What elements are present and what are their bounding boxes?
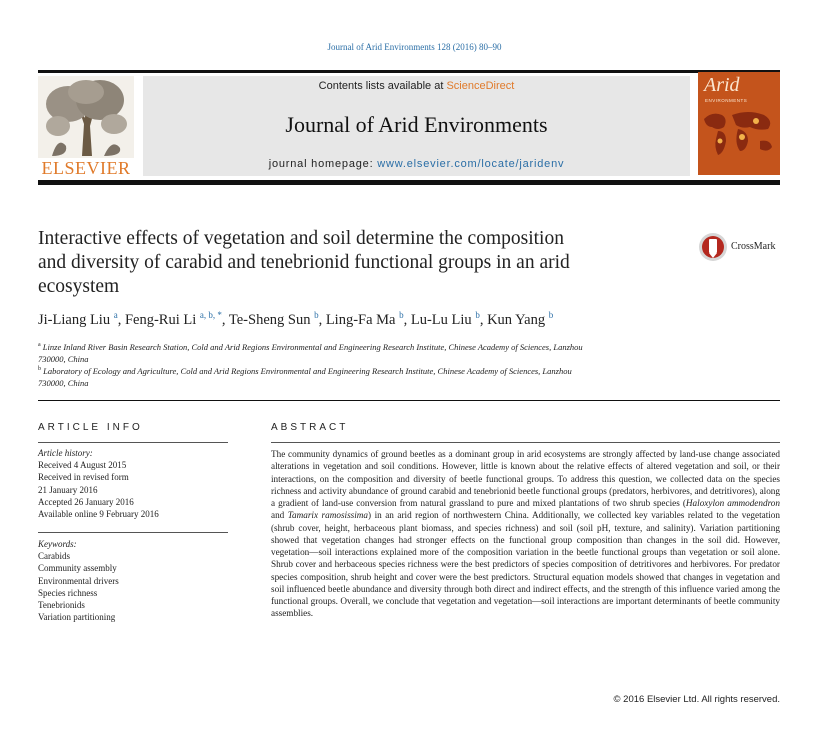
species-name: Haloxylon ammodendron <box>685 498 780 508</box>
world-map-icon <box>698 105 780 175</box>
title-line: Interactive effects of vegetation and soil determine the composition <box>38 228 564 249</box>
author-list: Ji-Liang Liu $^a$, Feng-Rui Li $^{a, b, *}$, Te-Sheng Sun $^b$, Ling-Fa Ma $^b$, Lu-Lu Liu $^b$, Kun Yang $^b$ <box>38 310 554 328</box>
article-info-rule <box>38 442 228 443</box>
author-name[interactable]: Ji-Liang Liu <box>38 311 111 328</box>
sciencedirect-link[interactable]: ScienceDirect <box>446 80 515 92</box>
author-affiliation-sup[interactable]: a, b, * <box>199 310 222 320</box>
header-top-rule <box>38 70 780 73</box>
author-name[interactable]: Kun Yang <box>487 311 546 328</box>
affiliation-text: Linze Inland River Basin Research Station, Cold and Arid Regions Environmental and Engineering Research Institute, Chinese Academy of Sciences, Lanzhou <box>42 341 583 352</box>
keyword-item: Tenebrionids <box>38 600 85 611</box>
keywords-rule <box>38 532 228 533</box>
history-item: Available online 9 February 2016 <box>38 509 159 520</box>
abstract-text: The community dynamics of ground beetles as a dominant group in arid ecosystems are strongly affected by land-use change associated alterations in vegetation and soil conditions. However, little is known about the relative effects of altered vegetation and soil, or their interactions, on the composition and diversity of beetle functional groups. To address this question, we collected data on the species richness and activity abundance of ground carabid and tenebrionid beetle functional groups (predators, herbivores, and detritivores), along a gradient of land-use conversion from natural grassland to pure and mixed plantations of two shrub species ( <box>271 449 780 508</box>
author-name[interactable]: Te-Sheng Sun <box>228 311 311 328</box>
history-item: 21 January 2016 <box>38 484 98 495</box>
elsevier-tree-icon <box>38 76 134 158</box>
copyright-notice: © 2016 Elsevier Ltd. All rights reserved. <box>613 694 780 705</box>
journal-citation-link[interactable]: Journal of Arid Environments 128 (2016) 80–90 <box>327 42 502 52</box>
homepage-link[interactable]: www.elsevier.com/locate/jaridenv <box>377 158 565 170</box>
history-item: Accepted 26 January 2016 <box>38 496 134 507</box>
keyword-item: Environmental drivers <box>38 575 119 586</box>
affiliation-text: 730000, China <box>38 353 89 364</box>
author-name[interactable]: Lu-Lu Liu <box>410 311 472 328</box>
title-line: and diversity of carabid and tenebrionid functional groups in an arid <box>38 252 570 273</box>
species-name: Tamarix ramosissima <box>287 510 369 521</box>
author-name[interactable]: Ling-Fa Ma <box>325 311 396 328</box>
crossmark-label: CrossMark <box>731 241 776 252</box>
author-name[interactable]: Feng-Rui Li <box>124 311 197 328</box>
affiliation-b <box>38 363 688 389</box>
elsevier-logo[interactable] <box>38 76 134 176</box>
abstract-text: and <box>271 510 288 521</box>
header-bottom-rule <box>38 180 780 185</box>
author-affiliation-sup[interactable]: a <box>113 310 118 320</box>
journal-title[interactable]: Journal of Arid Environments <box>285 112 548 137</box>
affiliation-text: Laboratory of Ecology and Agriculture, Cold and Arid Regions Environmental and Engineering Research Institute, Chinese Academy of Sciences, Lanzhou <box>43 365 572 376</box>
affiliation-text: 730000, China <box>38 377 89 388</box>
abstract-body <box>271 448 780 620</box>
author-affiliation-sup[interactable]: b <box>475 310 480 320</box>
journal-cover[interactable] <box>698 72 780 175</box>
elsevier-wordmark: ELSEVIER <box>41 158 131 178</box>
keyword-item: Variation partitioning <box>38 612 116 623</box>
crossmark-badge[interactable] <box>698 231 793 263</box>
contents-availability <box>143 80 690 92</box>
cover-title: Arid <box>704 74 740 96</box>
author-affiliation-sup[interactable]: b <box>399 310 404 320</box>
cover-subtitle: ENVIRONMENTS <box>705 98 748 103</box>
article-info-heading: ARTICLE INFO <box>38 422 143 433</box>
title-line: ecosystem <box>38 276 120 297</box>
affiliation-marker: b <box>38 366 41 372</box>
journal-homepage <box>143 158 690 170</box>
abstract-text: ) in an arid region of northwestern China. Additionally, we collected key variables related to the vegetation (shrub cover, height, herbaceous plant biomass, and species richness) and soil (soil pH, texture, and salinity). Variation partitioning showed that vegetation changes had stronger effects on the functional group composition than changes in the soil did. However, vegetation—soil interactions explained more of the composition variation in the beetle functional groups than vegetation or soil alone. Shrub cover and herbaceous species richness were the best predictors of species composition of detritivores and herbivores. For predator species composition, shrub height and cover were the best predictors. Structural equation models showed that changes in vegetation and soil influenced beetle abundance and diversity through both direct and indirect effects, and the strength of this influence varied among the functional groups. Overall, we conclude that vegetation and vegetation—soil interactions are important determinants of beetle community assemblies. <box>271 510 780 619</box>
history-item: Received 4 August 2015 <box>38 460 127 471</box>
contents-prefix: Contents lists available at <box>318 80 447 92</box>
keywords-label: Keywords: <box>38 539 77 549</box>
abstract-heading: ABSTRACT <box>271 422 349 433</box>
article-title <box>38 227 688 299</box>
section-divider <box>38 400 780 401</box>
history-label: Article history: <box>38 448 93 458</box>
keyword-item: Carabids <box>38 551 70 562</box>
article-history <box>38 447 228 520</box>
abstract-rule <box>271 442 780 443</box>
crossmark-icon <box>698 231 728 263</box>
keyword-item: Community assembly <box>38 563 117 574</box>
author-affiliation-sup[interactable]: b <box>314 310 319 320</box>
keywords-list <box>38 538 228 623</box>
history-item: Received in revised form <box>38 472 129 483</box>
affiliation-marker: a <box>38 342 41 348</box>
keyword-item: Species richness <box>38 587 98 598</box>
homepage-prefix: journal homepage: <box>268 158 378 170</box>
affiliation-a <box>38 339 688 365</box>
author-affiliation-sup[interactable]: b <box>548 310 554 320</box>
